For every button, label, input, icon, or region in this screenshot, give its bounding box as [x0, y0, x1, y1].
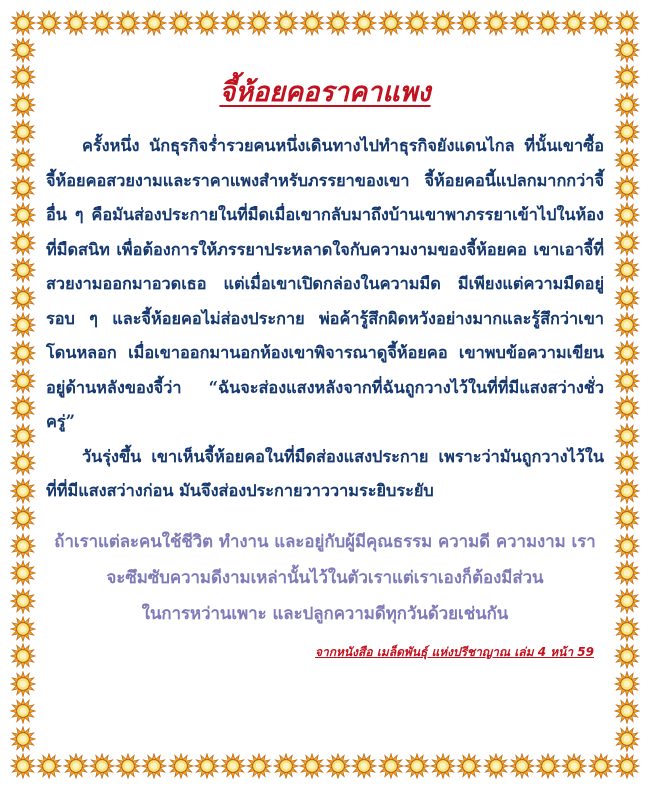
- sun-flower-icon: [614, 450, 640, 476]
- sun-flower-icon: [273, 753, 299, 779]
- sun-flower-icon: [614, 753, 640, 779]
- sun-flower-icon: [614, 505, 640, 531]
- sun-flower-icon: [614, 285, 640, 311]
- sun-flower-icon: [10, 505, 36, 531]
- sun-flower-icon: [168, 753, 194, 779]
- sun-flower-icon: [10, 560, 36, 586]
- sun-flower-icon: [614, 368, 640, 394]
- sun-flower-icon: [10, 753, 36, 779]
- sun-flower-icon: [614, 119, 640, 145]
- sun-flower-icon: [614, 698, 640, 724]
- sun-flower-icon: [141, 753, 167, 779]
- sun-flower-icon: [10, 478, 36, 504]
- sun-flower-icon: [10, 202, 36, 228]
- sun-flower-icon: [404, 10, 430, 36]
- sun-flower-icon: [614, 533, 640, 559]
- sun-flower-icon: [614, 478, 640, 504]
- sun-flower-icon: [614, 175, 640, 201]
- sun-flower-icon: [115, 753, 141, 779]
- sun-flower-icon: [10, 10, 36, 36]
- sun-flower-icon: [351, 10, 377, 36]
- sun-flower-icon: [535, 753, 561, 779]
- sun-flower-icon: [10, 175, 36, 201]
- sun-flower-icon: [614, 588, 640, 614]
- sun-flower-icon: [220, 10, 246, 36]
- moral-line: ถ้าเราแต่ละคนใช้ชีวิต ทำงาน และอยู่กับผู้มีคุณธรรม ความดี ความงาม เราจะซึมซับความดีงามเหล่านั้นไว้ในตัวเราแต่เราเองก็ต้องมีส่วน: [54, 530, 596, 587]
- sun-flower-icon: [10, 257, 36, 283]
- sun-flower-icon: [10, 643, 36, 669]
- sun-flower-icon: [614, 671, 640, 697]
- sun-flower-icon: [10, 312, 36, 338]
- sun-flower-icon: [614, 643, 640, 669]
- sun-flower-icon: [614, 560, 640, 586]
- sun-flower-icon: [378, 753, 404, 779]
- sun-flower-icon: [614, 395, 640, 421]
- story-paragraph: ครั้งหนึ่ง นักธุรกิจร่ำรวยคนหนึ่งเดินทางไปทำธุรกิจยังแดนไกล ที่นั้นเขาซื้อจี้ห้อยคอสวยงามและราคาแพงสำหรับภรรยาของเขา จี้ห้อยคอนี้แปลกมากกว่าจี้อื่น ๆ คือมันส่องประกายในที่มืดเมื่อเขากลับมาถึงบ้านเขาพาภรรยาเข้าไปในห้องที่มืดสนิท เพื่อต้องการให้ภรรยาประหลาดใจกับความงามของจี้ห้อยคอ เขาเอาจี้ที่สวยงามออกมาอวดเธอ แต่เมื่อเขาเปิดกล่องในความมืด มีเพียงแต่ความมืดอยู่รอบ ๆ และจี้ห้อยคอไม่ส่องประกาย พ่อค้ารู้สึกผิดหวังอย่างมากและรู้สึกว่าเขาโดนหลอก เมื่อเขาออกมานอกห้องเขาพิจารณาดูจี้ห้อยคอ เขาพบข้อความเขียนอยู่ด้านหลังของจี้ว่า “ฉันจะส่องแสงหลังจากที่ฉันถูกวางไว้ในที่ที่มีแสงสว่างชั่วครู่”: [46, 136, 604, 431]
- sun-flower-icon: [614, 202, 640, 228]
- sun-flower-icon: [483, 753, 509, 779]
- sun-flower-icon: [194, 10, 220, 36]
- sun-flower-icon: [378, 10, 404, 36]
- border-left: [10, 36, 36, 753]
- sun-flower-icon: [614, 257, 640, 283]
- sun-flower-icon: [89, 10, 115, 36]
- border-right: [614, 36, 640, 753]
- sun-flower-icon: [10, 450, 36, 476]
- sun-flower-icon: [10, 37, 36, 63]
- sun-flower-icon: [299, 10, 325, 36]
- sun-flower-icon: [168, 10, 194, 36]
- moral-text: [46, 523, 604, 631]
- sun-flower-icon: [614, 726, 640, 752]
- sun-flower-icon: [10, 119, 36, 145]
- sun-flower-icon: [63, 10, 89, 36]
- sun-flower-icon: [535, 10, 561, 36]
- sun-flower-icon: [614, 92, 640, 118]
- sun-flower-icon: [10, 340, 36, 366]
- sun-flower-icon: [614, 147, 640, 173]
- moral-line: ในการหว่านเพาะ และปลูกความดีทุกวันด้วยเช่นกัน: [141, 602, 509, 623]
- sun-flower-icon: [561, 753, 587, 779]
- border-top: [10, 10, 640, 36]
- sun-flower-icon: [10, 147, 36, 173]
- sun-flower-icon: [10, 726, 36, 752]
- sun-flower-icon: [10, 285, 36, 311]
- sun-flower-icon: [10, 64, 36, 90]
- sun-flower-icon: [141, 10, 167, 36]
- sun-flower-icon: [246, 753, 272, 779]
- sun-flower-icon: [561, 10, 587, 36]
- sun-flower-icon: [10, 395, 36, 421]
- sun-flower-icon: [10, 423, 36, 449]
- sun-flower-icon: [456, 10, 482, 36]
- sun-flower-icon: [220, 753, 246, 779]
- sun-flower-icon: [299, 753, 325, 779]
- sun-flower-icon: [614, 37, 640, 63]
- sun-flower-icon: [430, 753, 456, 779]
- sun-flower-icon: [483, 10, 509, 36]
- sun-flower-icon: [351, 753, 377, 779]
- source-citation: จากหนังสือ เมล็ดพันธุ์ แห่งปรีชาญาณ เล่ม 4 หน้า 59: [314, 644, 594, 659]
- sun-flower-icon: [89, 753, 115, 779]
- sun-flower-icon: [10, 616, 36, 642]
- sun-flower-icon: [36, 753, 62, 779]
- sun-flower-icon: [614, 10, 640, 36]
- sun-flower-icon: [10, 671, 36, 697]
- sun-flower-icon: [614, 340, 640, 366]
- sun-flower-icon: [509, 10, 535, 36]
- story-body: [46, 129, 604, 509]
- sun-flower-icon: [10, 368, 36, 394]
- sun-flower-icon: [273, 10, 299, 36]
- sun-flower-icon: [246, 10, 272, 36]
- sun-flower-icon: [588, 753, 614, 779]
- sun-flower-icon: [614, 64, 640, 90]
- story-paragraph: วันรุ่งขึ้น เขาเห็นจี้ห้อยคอในที่มืดส่องแสงประกาย เพราะว่ามันถูกวางไว้ในที่ที่มีแสงสว่างก่อน มันจึงส่องประกายวาววามระยิบระยับ: [46, 446, 604, 500]
- sun-flower-icon: [10, 92, 36, 118]
- sun-flower-icon: [456, 753, 482, 779]
- sun-flower-icon: [430, 10, 456, 36]
- sun-flower-icon: [614, 423, 640, 449]
- sun-flower-icon: [115, 10, 141, 36]
- sun-flower-icon: [404, 753, 430, 779]
- sun-flower-icon: [36, 10, 62, 36]
- sun-flower-icon: [10, 588, 36, 614]
- sun-flower-icon: [10, 698, 36, 724]
- sun-flower-icon: [63, 753, 89, 779]
- sun-flower-icon: [614, 230, 640, 256]
- sun-flower-icon: [614, 616, 640, 642]
- border-bottom: [10, 753, 640, 779]
- sun-flower-icon: [325, 10, 351, 36]
- sun-flower-icon: [194, 753, 220, 779]
- sun-flower-icon: [325, 753, 351, 779]
- sun-flower-icon: [10, 533, 36, 559]
- sun-flower-icon: [10, 230, 36, 256]
- sun-flower-icon: [509, 753, 535, 779]
- sun-flower-icon: [588, 10, 614, 36]
- article: [46, 70, 604, 662]
- sun-flower-icon: [614, 312, 640, 338]
- page-title: จี้ห้อยคอราคาแพง: [219, 77, 431, 108]
